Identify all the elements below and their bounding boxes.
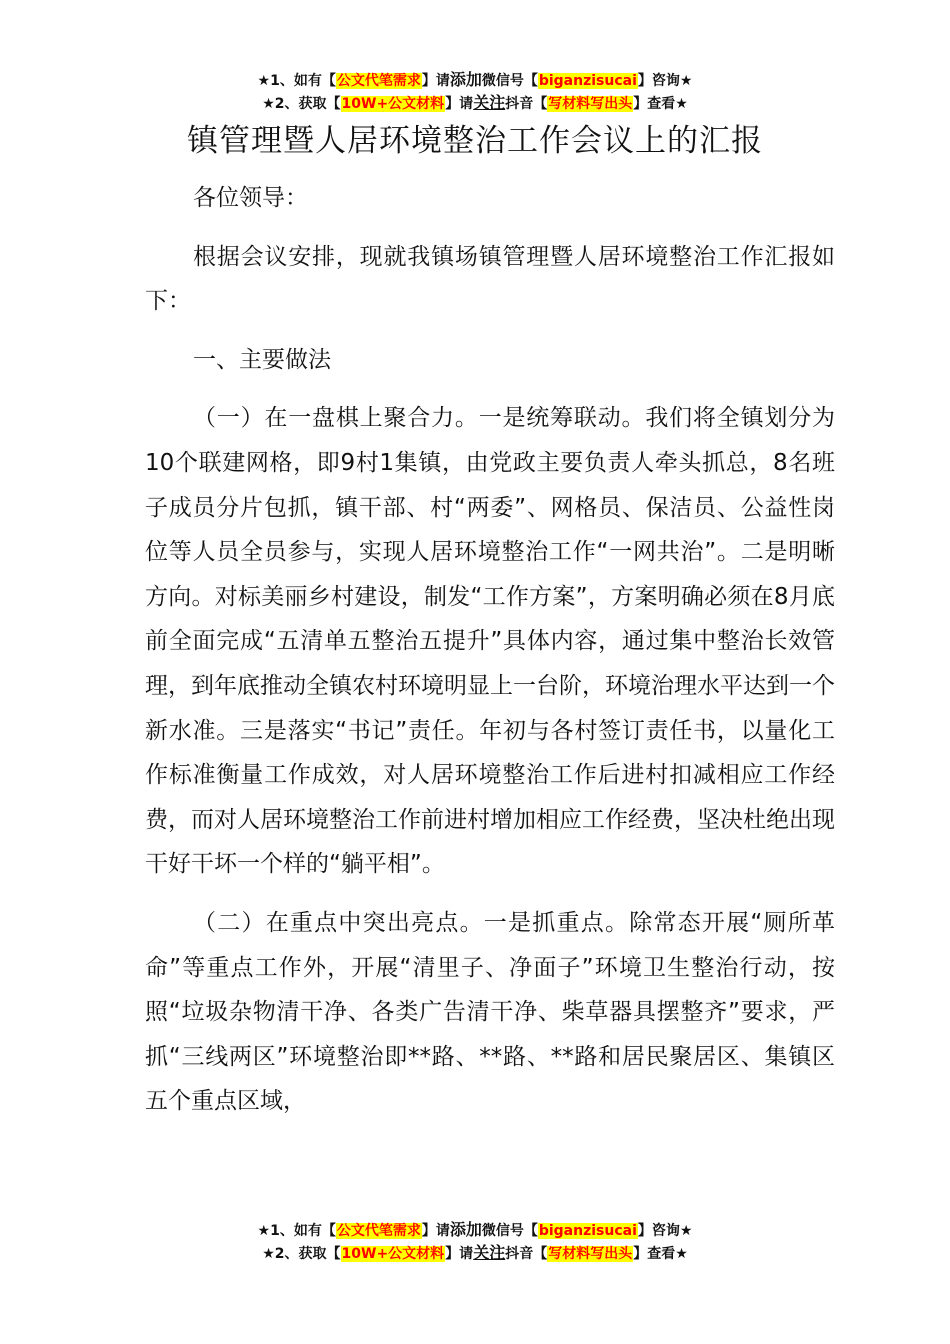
promo-highlight: biganzisucai (538, 1223, 637, 1239)
promo-highlight: 10W+公文材料 (341, 96, 445, 112)
salutation: 各位领导： (193, 185, 308, 211)
promo-line-1 (0, 1219, 950, 1242)
promo-text: 微信号【 (481, 73, 538, 89)
promo-emphasis: 添加 (449, 1220, 482, 1239)
promo-emphasis: 关注 (473, 1243, 506, 1262)
promo-text: 】咨询★ (637, 73, 693, 89)
section-heading: 一、主要做法 (193, 346, 331, 373)
promo-text: ★1、如有【 (257, 73, 336, 89)
promo-emphasis: 关注 (473, 93, 506, 112)
promo-banner-bottom (0, 1219, 950, 1265)
intro-paragraph: 根据会议安排，现就我镇场镇管理暨人居环境整治工作汇报如下： (145, 243, 835, 315)
promo-line-2 (0, 92, 950, 115)
promo-highlight: 10W+公文材料 (341, 1246, 445, 1262)
promo-text: ★1、如有【 (257, 1223, 336, 1239)
promo-emphasis: 添加 (449, 70, 482, 89)
promo-text: 微信号【 (481, 1223, 538, 1239)
document-body (145, 176, 835, 1124)
promo-text: 】查看★ (633, 96, 688, 112)
promo-line-1 (0, 69, 950, 92)
promo-highlight: biganzisucai (538, 73, 637, 89)
promo-text: 抖音【 (505, 1246, 548, 1262)
paragraph-2: （二）在重点中突出亮点。一是抓重点。除常态开展“厕所革命”等重点工作外，开展“清里子、净面子”环境卫生整治行动，按照“垃圾杂物清干净、各类广告清干净、柴草器具摆整齐”要求，严抓“三线两区”环境整治即**路、**路、**路和居民聚居区、集镇区五个重点区域， (145, 909, 835, 1115)
promo-line-2 (0, 1242, 950, 1265)
promo-text: 】查看★ (633, 1246, 688, 1262)
promo-text: 】请 (421, 1223, 450, 1239)
promo-text: 】请 (445, 96, 474, 112)
promo-text: 抖音【 (505, 96, 548, 112)
promo-highlight: 公文代笔需求 (336, 73, 421, 89)
promo-text: 】咨询★ (637, 1223, 693, 1239)
document-title: 镇管理暨人居环境整治工作会议上的汇报 (187, 123, 763, 159)
promo-text: ★2、获取【 (262, 1246, 341, 1262)
promo-highlight: 公文代笔需求 (336, 1223, 421, 1239)
promo-text: ★2、获取【 (262, 96, 341, 112)
paragraph-1: （一）在一盘棋上聚合力。一是统筹联动。我们将全镇划分为10个联建网格，即9村1集镇，由党政主要负责人牵头抓总，8名班子成员分片包抓，镇干部、村“两委”、网格员、保洁员、公益性岗位等人员全员参与，实现人居环境整治工作“一网共治”。二是明晰方向。对标美丽乡村建设，制发“工作方案”，方案明确必须在8月底前全面完成“五清单五整治五提升”具体内容，通过集中整治长效管理，到年底推动全镇农村环境明显上一台阶，环境治理水平达到一个新水准。三是落实“书记”责任。年初与各村签订责任书，以量化工作标准衡量工作成效，对人居环境整治工作后进村扣减相应工作经费，而对人居环境整治工作前进村增加相应工作经费，坚决杜绝出现干好干坏一个样的“躺平相”。 (145, 405, 835, 878)
promo-text: 】请 (445, 1246, 474, 1262)
promo-text: 】请 (421, 73, 450, 89)
promo-banner-top (0, 69, 950, 115)
promo-highlight: 写材料写出头 (548, 96, 633, 112)
promo-highlight: 写材料写出头 (548, 1246, 633, 1262)
